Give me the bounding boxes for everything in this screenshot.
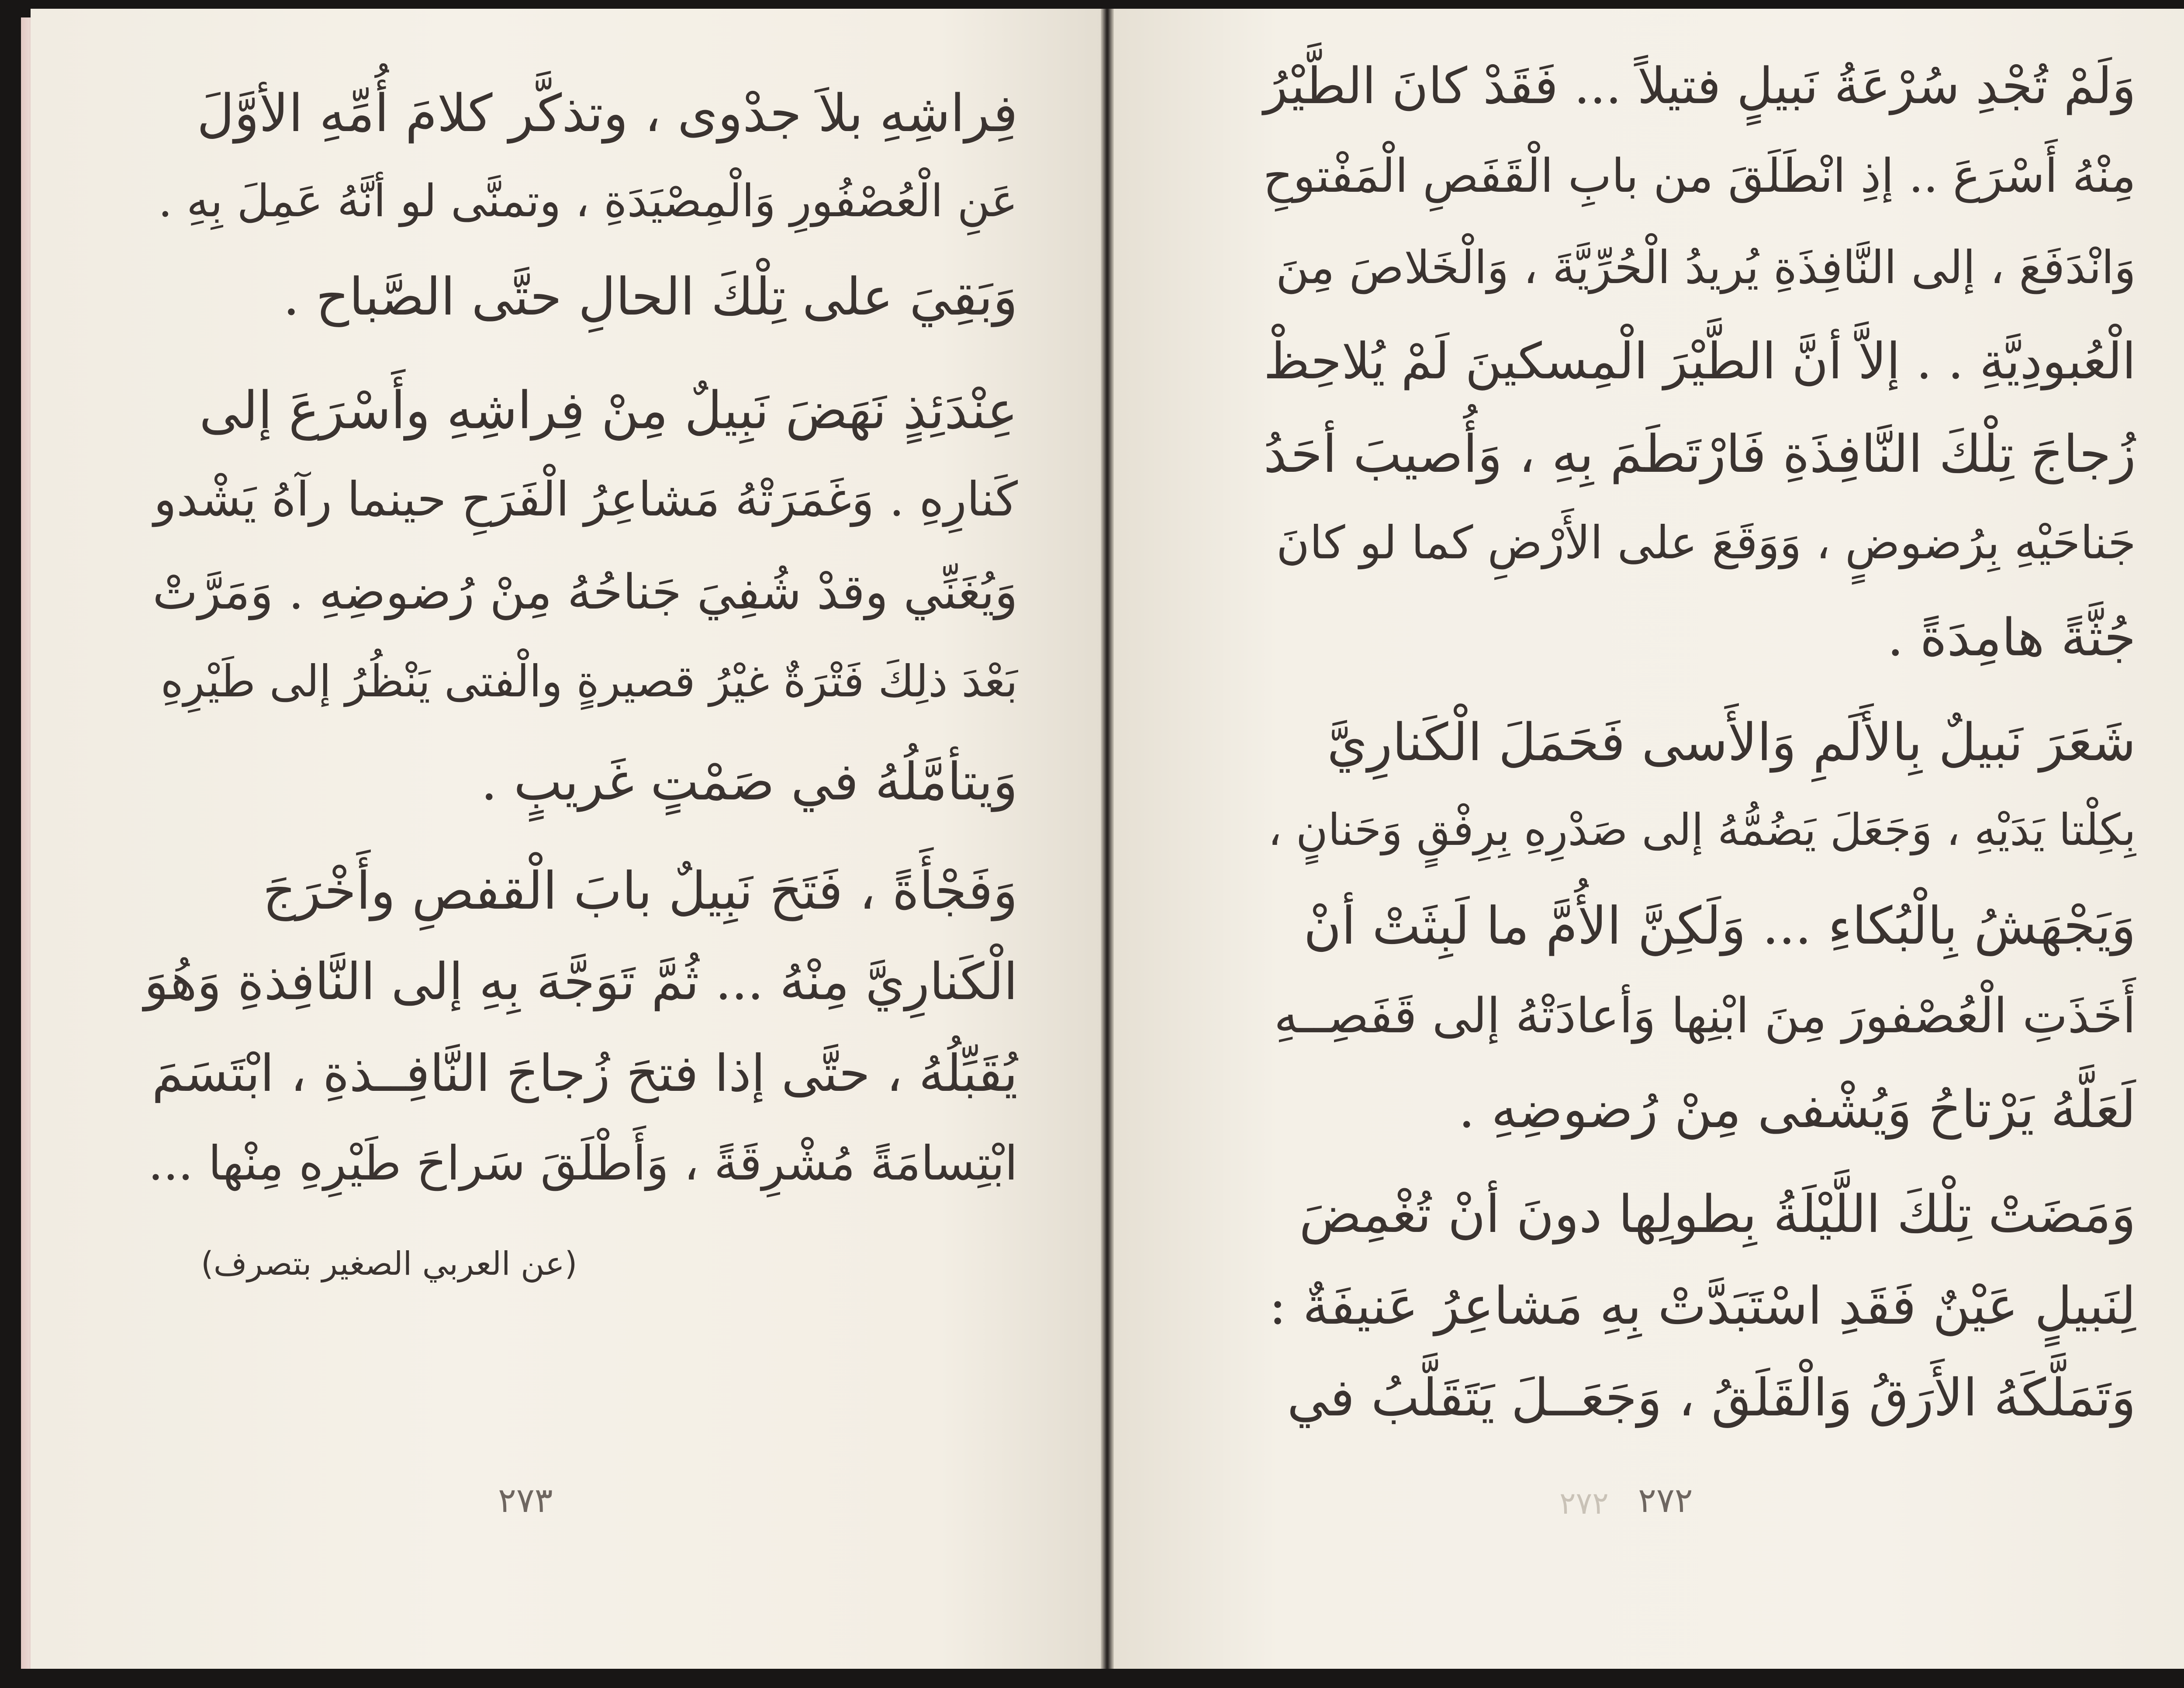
text-line: وَبَقِيَ على تِلْكَ الحالِ حتَّى الصَّباح . xyxy=(283,266,1018,327)
text-line: عِنْدَئِذٍ نَهَضَ نَبِيلٌ مِنْ فِراشِهِ وأَسْرَعَ إلى xyxy=(199,380,1018,440)
text-line: فِراشِهِ بلاَ جدْوى ، وتذكَّر كلامَ أُمِّهِ الأوَّلَ xyxy=(197,83,1018,143)
text-line: بِكِلْتا يَدَيْهِ ، وَجَعَلَ يَضُمُّهُ إلى صَدْرِهِ بِرِفْقٍ وَحَنانٍ ، xyxy=(1268,804,2136,855)
text-line: عَنِ الْعُصْفُورِ وَالْمِصْيَدَةِ ، وتمنَّى لو أنَّهُ عَمِلَ بِهِ . xyxy=(158,175,1018,227)
text-line: شَعَرَ نَبيلٌ بِالأَلَمِ وَالأَسى فَحَمَلَ الْكَنارِيَّ xyxy=(1327,712,2136,772)
text-line: وَيُغَنِّي وقدْ شُفِيَ جَناحُهُ مِنْ رُضوضِهِ . وَمَرَّتْ xyxy=(152,564,1018,620)
text-line: أَخَذَتِ الْعُصْفورَ مِنَ ابْنِها وَأعادَتْهُ إلى قَفَصِــهِ xyxy=(1274,988,2136,1044)
text-line: يُقَبِّلُهُ ، حتَّى إذا فتحَ زُجاجَ النَّافِــذةِ ، ابْتَسَمَ xyxy=(152,1044,1018,1103)
text-line: لَعَلَّهُ يَرْتاحُ وَيُشْفى مِنْ رُضوضِهِ . xyxy=(1458,1079,2136,1139)
source-citation: (عن العربي الصغير بتصرف) xyxy=(201,1245,577,1283)
text-line: كَنارِهِ . وَغَمَرَتْهُ مَشاعِرُ الْفَرَحِ حينما رآهُ يَشْدو xyxy=(153,472,1018,527)
text-line: الْكَنارِيَّ مِنْهُ ... ثُمَّ تَوَجَّهَ بِهِ إلى النَّافِذةِ وَهُوَ xyxy=(144,952,1018,1011)
text-line: وَتَمَلَّكَهُ الأَرَقُ وَالْقَلَقُ ، وَجَعَــلَ يَتَقَلَّبُ في xyxy=(1287,1367,2136,1428)
text-line: وَلَمْ تُجْدِ سُرْعَةُ نَبيلٍ فتيلاً ... فَقَدْ كانَ الطَّيْرُ xyxy=(1263,57,2136,115)
text-line: جَناحَيْهِ بِرُضوضٍ ، وَوَقَعَ على الأَرْضِ كما لو كانَ xyxy=(1276,516,2136,569)
text-line: وَيتأمَّلُهُ في صَمْتٍ غَريبٍ . xyxy=(480,751,1018,812)
book-gutter xyxy=(1101,9,1114,1669)
text-line: وَفَجْأَةً ، فَتَحَ نَبِيلٌ بابَ الْقفصِ وأَخْرَجَ xyxy=(263,861,1018,921)
left-page-body xyxy=(144,83,1018,1311)
text-line: لِنَبيلٍ عَيْنٌ فَقَدِ اسْتَبَدَّتْ بِهِ مَشاعِرُ عَنيفَةٌ : xyxy=(1269,1276,2136,1336)
text-line: مِنْهُ أَسْرَعَ .. إذِ انْطَلَقَ من بابِ الْقَفَصِ الْمَفْتوحِ xyxy=(1263,149,2136,203)
text-line: الْعُبودِيَّةِ . . إلاَّ أنَّ الطَّيْرَ الْمِسكينَ لَمْ يُلاحِظْ xyxy=(1263,332,2136,390)
text-line: بَعْدَ ذلِكَ فَتْرَةٌ غيْرُ قصيرةٍ والْفتى يَنْظُرُ إلى طَيْرِهِ xyxy=(160,656,1018,707)
right-page-body xyxy=(1262,57,2136,1437)
text-line: وَيَجْهَشُ بِالْبُكاءِ ... وَلَكِنَّ الأُمَّ ما لَبِثَتْ أنْ xyxy=(1303,896,2136,956)
page-number-left: ٢٧٣ xyxy=(498,1481,553,1520)
page-number-show-through: ٢٧٢ xyxy=(1559,1485,1609,1521)
text-line: وَمَضَتْ تِلْكَ اللَّيْلَةُ بِطولِها دونَ أنْ تُغْمِضَ xyxy=(1299,1184,2136,1244)
text-line: وَانْدَفَعَ ، إلى النَّافِذَةِ يُريدُ الْحُرِّيَّةَ ، وَالْخَلاصَ مِنَ xyxy=(1275,241,2136,294)
text-line: زُجاجَ تِلْكَ النَّافِذَةِ فَارْتَطَمَ بِهِ ، وَأُصيبَ أحَدُ xyxy=(1263,424,2136,484)
text-line: ابْتِسامَةً مُشْرِقَةً ، وَأَطْلَقَ سَراحَ طَيْرِهِ مِنْها ... xyxy=(148,1136,1018,1191)
text-line: جُثَّةً هامِدَةً . xyxy=(1887,607,2136,668)
page-number-right: ٢٧٢ xyxy=(1638,1481,1693,1520)
